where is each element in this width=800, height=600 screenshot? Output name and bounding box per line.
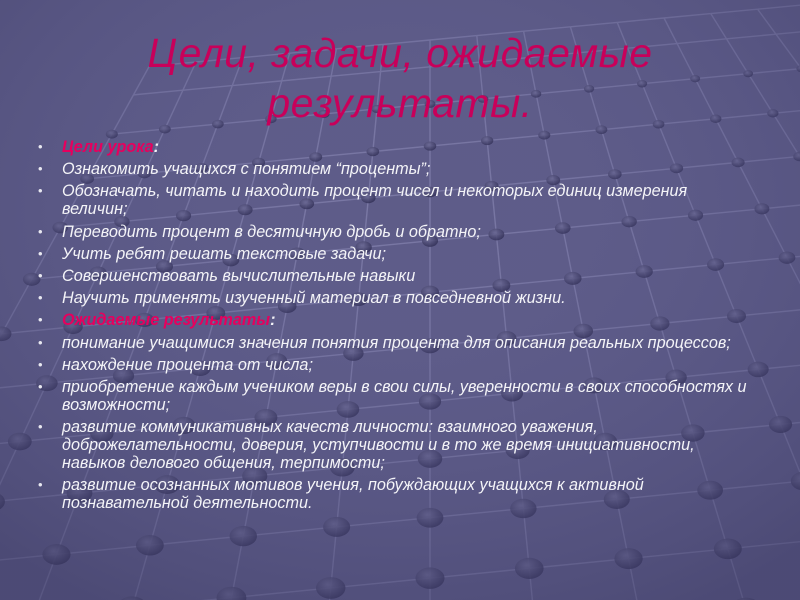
list-item-text: Научить применять изученный материал в повседневной жизни. bbox=[62, 289, 566, 308]
list-item-text: приобретение каждым учеником веры в свои силы, уверенности в своих способностях и возможности; bbox=[62, 377, 747, 414]
list-item bbox=[38, 476, 753, 512]
results-heading-colon: : bbox=[270, 311, 276, 330]
bullet-icon: • bbox=[38, 245, 43, 261]
list-item-text: Обозначать, читать и находить процент чисел и некоторых единиц измерения величин; bbox=[62, 182, 688, 219]
bullet-icon: • bbox=[38, 267, 43, 283]
list-item-text: нахождение процента от числа; bbox=[62, 355, 313, 374]
bullet-icon: • bbox=[38, 419, 43, 435]
list-item-results-heading bbox=[38, 311, 753, 329]
list-item-text: Ознакомить учащихся с понятием “проценты”; bbox=[62, 160, 431, 179]
bullet-icon: • bbox=[38, 312, 43, 328]
bullet-icon: • bbox=[38, 139, 43, 154]
bullet-icon: • bbox=[38, 223, 43, 239]
list-item bbox=[38, 418, 753, 472]
goals-heading-colon: : bbox=[153, 138, 160, 156]
bullet-icon: • bbox=[38, 477, 43, 493]
bullet-icon: • bbox=[38, 290, 43, 306]
slide-title bbox=[60, 28, 740, 128]
list-item-text: Учить ребят решать текстовые задачи; bbox=[62, 244, 387, 263]
list-item-text: Совершенствовать вычислительные навыки bbox=[62, 266, 416, 285]
list-item bbox=[38, 289, 753, 307]
bullet-icon: • bbox=[38, 334, 43, 350]
list-item bbox=[38, 378, 753, 414]
slide-title-line-2: результаты. bbox=[267, 80, 533, 126]
bullet-icon: • bbox=[38, 183, 43, 199]
goals-heading-text: Цели урока bbox=[62, 138, 154, 156]
slide-title-line-1: Цели, задачи, ожидаемые bbox=[147, 30, 653, 76]
list-item bbox=[38, 245, 753, 263]
list-item bbox=[38, 356, 753, 374]
list-item-text: развитие коммуникативных качеств личности: взаимного уважения, доброжелательности, доверия, уступчивости и в то же время инициативности, навыков делового общения, терпимости; bbox=[62, 418, 695, 473]
list-item-text: развитие осознанных мотивов учения, побуждающих учащихся к активной познавательной деятельности. bbox=[62, 476, 644, 513]
list-item bbox=[38, 182, 753, 218]
list-item bbox=[38, 267, 753, 285]
bullet-icon: • bbox=[38, 378, 43, 394]
bullet-icon: • bbox=[38, 356, 43, 372]
results-heading-text: Ожидаемые результаты bbox=[62, 311, 271, 330]
bullet-list bbox=[38, 138, 753, 516]
list-item bbox=[38, 160, 753, 178]
list-item-goals-heading bbox=[38, 138, 753, 156]
list-item bbox=[38, 223, 753, 241]
list-item-text: Переводить процент в десятичную дробь и обратно; bbox=[62, 222, 481, 241]
list-item bbox=[38, 334, 753, 352]
list-item-text: понимание учащимися значения понятия процента для описания реальных процессов; bbox=[62, 333, 731, 352]
bullet-icon: • bbox=[38, 161, 43, 177]
